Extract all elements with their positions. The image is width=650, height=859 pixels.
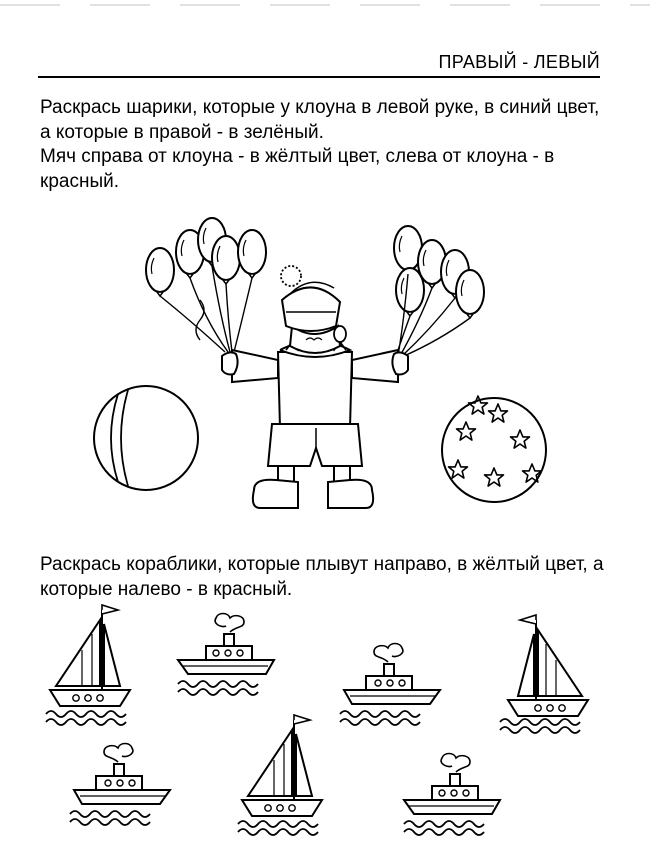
ship-sailboat-2 xyxy=(500,615,588,733)
balloon xyxy=(456,270,484,318)
balloon xyxy=(146,248,174,296)
balloon xyxy=(238,230,266,278)
balloons-left-group xyxy=(146,218,266,352)
task-ships-text: Раскрась кораблики, которые плывут направо, в жёлтый цвет, а которые налево - в красный. xyxy=(40,554,604,600)
balloon xyxy=(396,268,424,316)
ship-steamer-2 xyxy=(340,644,440,726)
ball-right-stars xyxy=(442,396,546,502)
task-balls-text: Мяч справа от клоуна - в жёлтый цвет, слева от клоуна - в красный. xyxy=(40,146,555,192)
ship-sailboat-1 xyxy=(46,605,130,725)
ship-sailboat-3 xyxy=(238,715,322,835)
balloons-right-group xyxy=(394,226,484,356)
ship-steamer-4 xyxy=(404,754,500,836)
ball-left xyxy=(94,386,198,490)
clown-illustration xyxy=(146,218,484,508)
balloon xyxy=(212,236,240,284)
ship-steamer-3 xyxy=(70,744,170,826)
task-balloons-text: Раскрась шарики, которые у клоуна в левой руке, в синий цвет, а которые в правой - в зелёный. xyxy=(40,97,600,143)
ship-steamer-1 xyxy=(178,614,274,696)
page-title: ПРАВЫЙ - ЛЕВЫЙ xyxy=(438,52,600,72)
